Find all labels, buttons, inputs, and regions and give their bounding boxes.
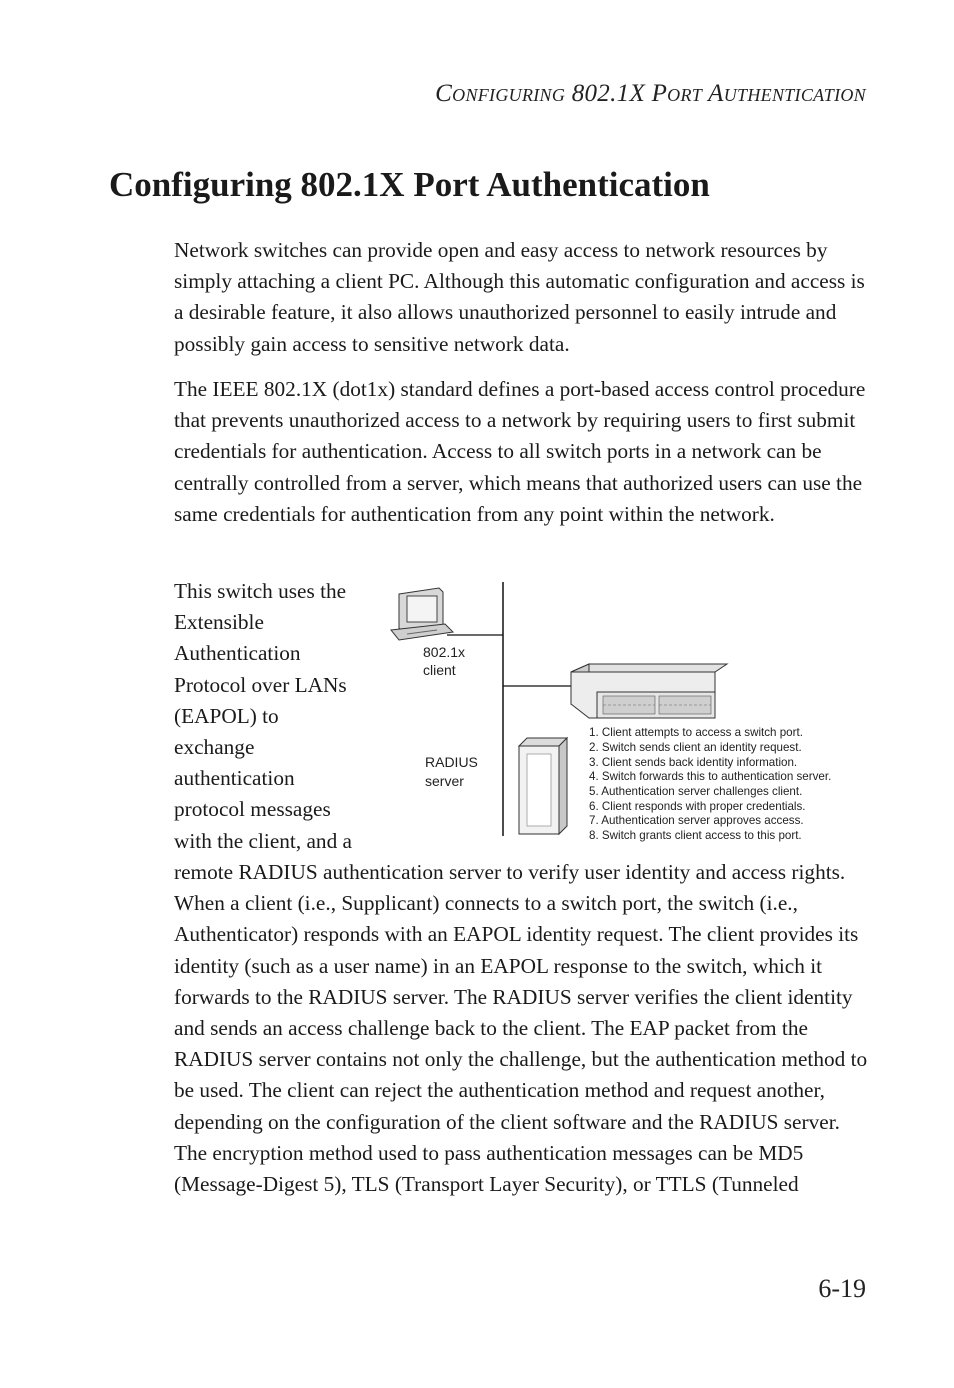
- authentication-diagram: [385, 580, 875, 842]
- header-part: A: [702, 80, 724, 107]
- section-title: Configuring 802.1X Port Authentication: [109, 165, 710, 204]
- paragraph-eapol-rest: remote RADIUS authentication server to verify user identity and access rights. When a client (i.e., Supplicant) connects to a switch port, the switch (i.e., Authenticator) responds with an EAPOL identity request. The client provides its identity (such as a user name) in an EAPOL response to the switch, which it forwards to the RADIUS server. The RADIUS server verifies the client identity and sends an access challenge back to the client. The EAP packet from the RADIUS server contains not only the challenge, but the authentication method to be used. The client can reject the authentication method and request another, depending on the configuration of the client software and the RADIUS server. The encryption method used to pass authentication messages can be MD5 (Message-Digest 5), TLS (Transport Layer Security), or TTLS (Tunneled: [174, 860, 868, 1197]
- text-line: protocol messages: [174, 797, 331, 822]
- step-item: 4. Switch forwards this to authentication server.: [589, 770, 832, 783]
- client-label: client: [423, 662, 456, 678]
- server-label: RADIUS: [425, 754, 478, 770]
- header-part: UTHENTICATION: [723, 85, 866, 105]
- step-item: 8. Switch grants client access to this port.: [589, 829, 802, 842]
- text-line: Protocol over LANs: [174, 672, 347, 697]
- step-item: 6. Client responds with proper credentials.: [589, 800, 806, 813]
- page-number: 6-19: [818, 1274, 866, 1303]
- step-item: 2. Switch sends client an identity request.: [589, 741, 802, 754]
- header-part: ONFIGURING: [452, 85, 566, 105]
- step-item: 1. Client attempts to access a switch port.: [589, 726, 803, 739]
- running-header: [435, 80, 866, 108]
- text-line: with the client, and a: [174, 828, 353, 853]
- paragraph-eapol-wrapped: [174, 576, 384, 857]
- paragraph-ieee: The IEEE 802.1X (dot1x) standard defines a port-based access control procedure that prevents unauthorized access to a network by requiring users to first submit credentials for authentication. Access to all switch ports in a network can be centrally controlled from a server, which means that authorized users can use the same credentials for authentication from any point within the network.: [174, 377, 866, 526]
- text-line: (EAPOL) to: [174, 703, 279, 728]
- step-item: 5. Authentication server challenges client.: [589, 785, 803, 798]
- switch-icon: [571, 664, 727, 718]
- header-part: ORT: [667, 85, 703, 105]
- text-line: Extensible: [174, 610, 264, 635]
- text-line: Authentication: [174, 641, 301, 666]
- step-item: 3. Client sends back identity information.: [589, 756, 798, 769]
- text-line: exchange: [174, 735, 255, 760]
- radius-server-icon: [519, 738, 567, 834]
- client-pc-icon: [391, 588, 453, 640]
- client-label: 802.1x: [423, 644, 466, 660]
- server-label: server: [425, 773, 464, 789]
- text-line: This switch uses the: [174, 579, 347, 603]
- step-item: 7. Authentication server approves access.: [589, 814, 804, 827]
- header-part: 802.1X P: [565, 80, 668, 107]
- text-line: authentication: [174, 766, 295, 791]
- header-part: C: [435, 80, 453, 107]
- paragraph-intro: Network switches can provide open and easy access to network resources by simply attaching a client PC. Although this automatic configuration and access is a desirable feature, it also allows unauthorized personnel to easily intrude and possibly gain access to sensitive network data.: [174, 238, 865, 356]
